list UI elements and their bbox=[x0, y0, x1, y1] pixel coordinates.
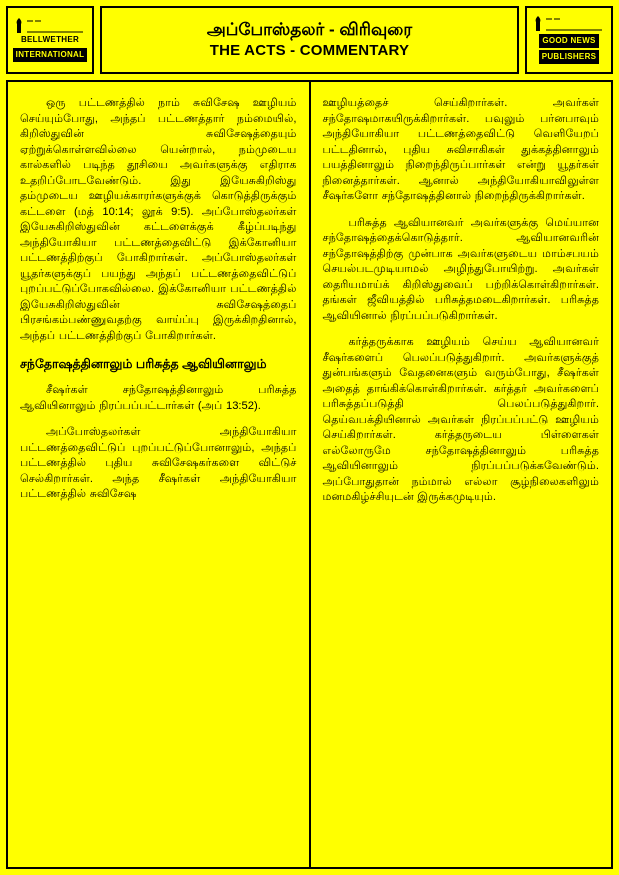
paragraph: ஒரு பட்டணத்தில் நாம் சுவிசேஷ ஊழியம் செய்யும்போது, அந்தப் பட்டணத்தார் நம்மையில், கிறிஸ்துவின் சுவிசேஷத்தையும் ஏற்றுக்கொள்ளவில்லை யென்றால், நம்முடைய கால்களில் படிந்த தூசியை அவர்களுக்கு எதிராக உதறிப்போடவேண்டும். இது இயேசுகிறிஸ்து தம்முடைய ஊழியக்காரர்களுக்குக் கொடுத்திருக்கும் கட்டளை (மத் 10:14; லூக் 9:5). அப்போஸ்தலர்கள் இயேசுகிறிஸ்துவின் கட்டளைக்குக் கீழ்ப்படிந்து அந்தியோகியா பட்டணத்தைவிட்டு இக்கோனியா பட்டணத்திற்குப் போகிறார்கள். அப்போஸ்தலர்கள் யூதர்களுக்குப் பயந்து அந்தப் பட்டணத்தைவிட்டுப் புறப்பட்டுப்போகவில்லை. இக்கோனியா பட்டணத்தில் இயேசுகிறிஸ்துவின் சுவிசேஷத்தைப் பிரசங்கம்பண்ணுவதற்கு வாய்ப்பு இருக்கிறதினால், அந்தப் பட்டணத்திற்குப் போகிறார்கள். bbox=[20, 97, 297, 342]
publisher-logo-bellwether bbox=[6, 6, 94, 74]
paragraph: பரிசுத்த ஆவியானவர் அவர்களுக்கு மெய்யான சந்தோஷத்தைக்கொடுத்தார். ஆவியானவரின் சந்தோஷத்திற்கு முன்பாக அவர்களுடைய மாம்சபயம் செயல்படமுடியாமல் அழிந்துபோயிற்று. அவர்கள் தைரியமாய்க் கிறிஸ்துவைப் பற்றிக்கொள்கிறார்கள். தங்கள் ஜீவியத்தில் பரிசுத்தமடைகிறார்கள். பரிசுத்த ஆவியினால் நிரப்பப்படுகிறார்கள். bbox=[322, 216, 599, 322]
logo-text-line2: PUBLISHERS bbox=[539, 50, 600, 64]
section-subheading: சந்தோஷத்தினாலும் பரிசுத்த ஆவியினாலும் bbox=[20, 357, 267, 371]
paragraph: அப்போஸ்தலர்கள் அந்தியோகியா பட்டணத்தைவிட்டுப் புறப்பட்டுப்போனாலும், அந்தப் பட்டணத்தில் புதிய சுவிசேஷகர்களை விட்டுச் செல்கிறார்கள். அந்த சீஷர்கள் அந்தியோகியா பட்டணத்தில் சுவிசேஷ bbox=[20, 426, 297, 500]
paragraph: கர்த்தருக்காக ஊழியம் செய்ய ஆவியானவர் சீஷர்களைப் பெலப்படுத்துகிறார். அவர்களுக்குத் துன்பங்களும் வேதனைகளும் வரும்போது, சீஷர்கள் அதைத் தாங்கிக்கொள்கிறார்கள். கர்த்தர் அவர்களைப் பரிசுத்தப்படுத்தி பெலப்படுத்துகிறார். தெய்வபக்தியினால் அவர்கள் நிரப்பப்பட்டு ஊழியம் செய்கிறார்கள். கர்த்தருடைய பிள்ளைகள் எல்லோருமே சந்தோஷத்தினாலும் பரிசுத்த ஆவியினாலும் நிரப்பப்படுக்கவேண்டும். அப்போதுதான் நம்மால் எல்லா சூழ்நிலைகளிலும் மனமகிழ்ச்சியுடன் இருக்கமுடியும். bbox=[322, 336, 599, 503]
body-content-frame bbox=[6, 80, 613, 869]
page-title-tamil: அப்போஸ்தலர் - விரிவுரை bbox=[206, 20, 413, 39]
page-title bbox=[100, 6, 519, 74]
paragraph: சீஷர்கள் சந்தோஷத்தினாலும் பரிசுத்த ஆவியினாலும் நிரப்பப்பட்டார்கள் (அப் 13:52). bbox=[20, 384, 297, 412]
logo-text-line1: GOOD NEWS bbox=[539, 34, 598, 48]
logo-text-line2: INTERNATIONAL bbox=[13, 48, 88, 62]
torch-emblem-icon bbox=[13, 18, 87, 34]
paragraph: ஊழியத்தைச் செய்கிறார்கள். அவர்கள் சந்தோஷமாகயிருக்கிறார்கள். பவுலும் பர்னபாவும் அந்தியோகியா பட்டணத்தைவிட்டு வெளியேறப் பட்டதினால், புதிய சுவிசாகிகள் துக்கத்தினாலும் பயத்தினாலும் நிறைந்திருப்பார்கள் என்று யூதர்கள் நினைத்தார்கள். ஆனால் அந்தியோகியாவிலுள்ள சீஷர்களோ சந்தோஷத்தினால் நிறைந்திருக்கிறார்கள். bbox=[322, 97, 599, 202]
publisher-logo-goodnews bbox=[525, 6, 613, 74]
page-title-english: THE ACTS - COMMENTARY bbox=[209, 42, 410, 59]
logo-text-line1: BELLWETHER bbox=[20, 35, 80, 44]
left-text-column bbox=[8, 82, 311, 867]
right-text-column bbox=[311, 82, 612, 867]
page-header bbox=[6, 6, 613, 74]
torch-emblem-icon bbox=[532, 16, 606, 32]
